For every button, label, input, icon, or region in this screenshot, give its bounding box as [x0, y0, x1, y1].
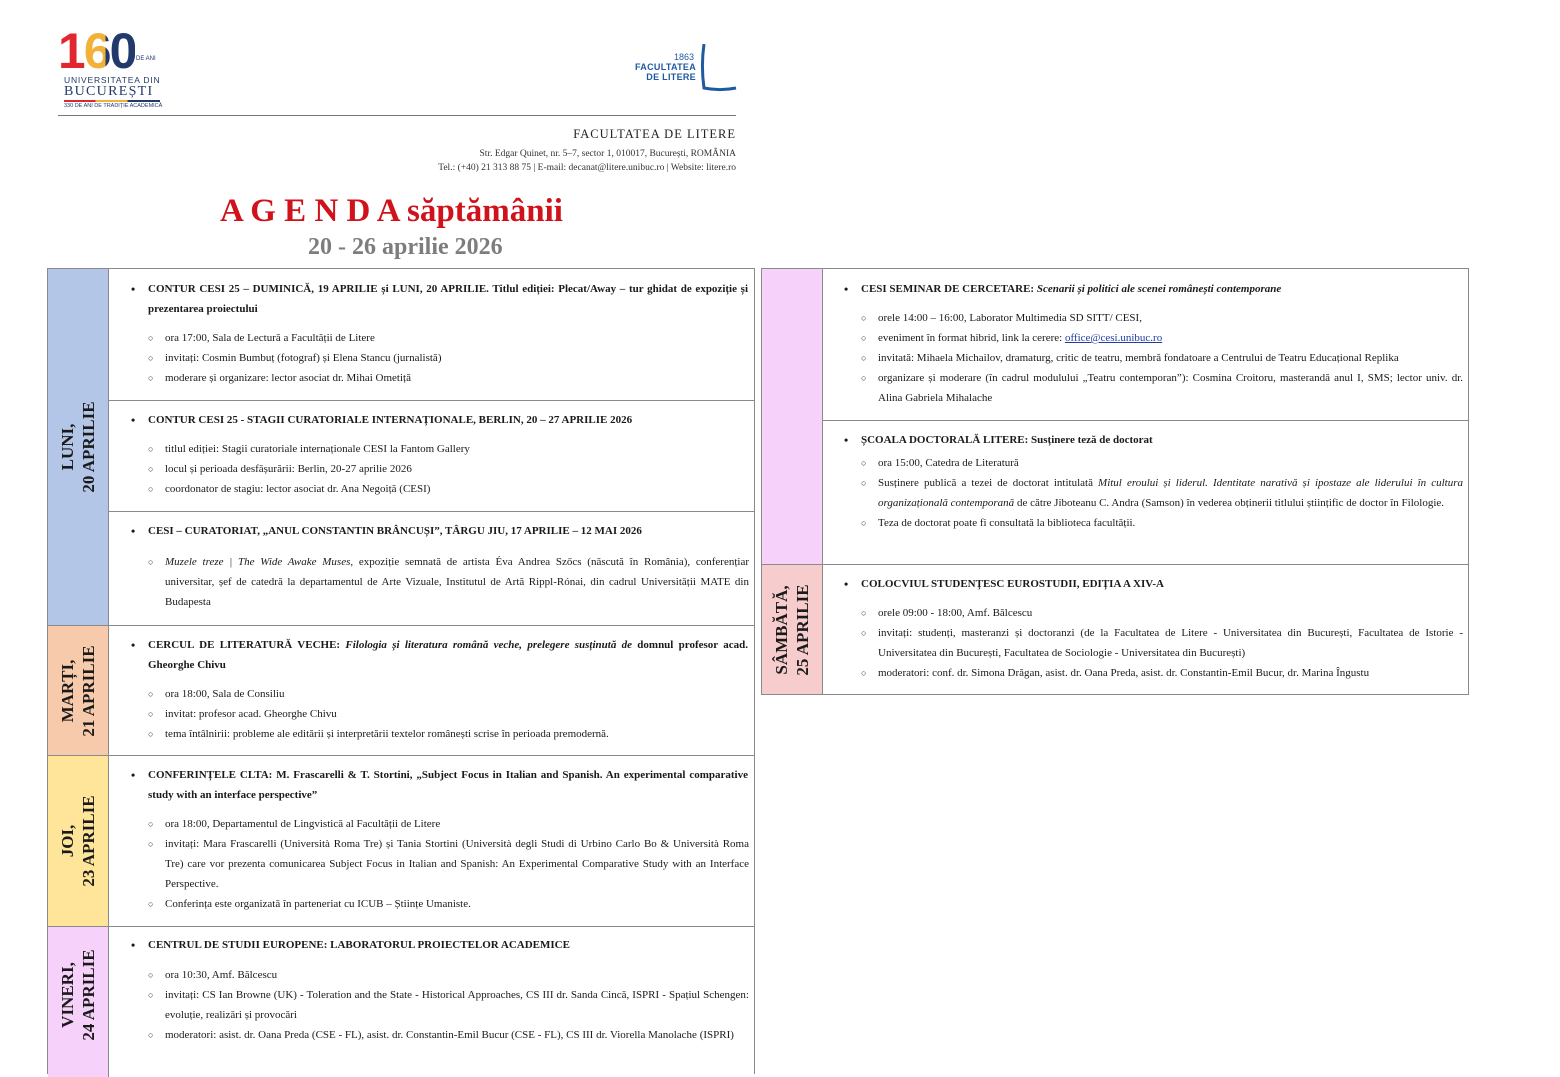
faculty-name: FACULTATEA DE LITERE: [573, 127, 736, 141]
logo-160: 160: [58, 23, 136, 79]
day-label: VINERI, 24 APRILIE: [58, 948, 98, 1041]
day-label: SÂMBĂTĂ, 25 APRILIE: [772, 583, 812, 676]
event-heading: • CERCUL DE LITERATURĂ VECHE: Filologia și literatura română veche, prelegere susținută de domnul profesor acad. Gheorghe Chivu: [148, 635, 748, 675]
event-colocviul-eurostudii: [823, 565, 1468, 694]
event-details: [878, 308, 1463, 408]
event-heading: • CESI – CURATORIAT, „ANUL CONSTANTIN BRÂNCUȘI”, TÂRGU JIU, 17 APRILIE – 12 MAI 2026: [148, 521, 748, 541]
detail-item: ○ moderare și organizare: lector asociat dr. Mihai Ometiță: [165, 368, 749, 388]
logo-160-number: [58, 23, 136, 79]
header-divider: [58, 115, 736, 116]
detail-item: ○ invitați: studenți, masteranzi și doctoranzi (de la Facultatea de Litere - Universitatea din București, Facultatea de Istorie - Universitatea din București, Facultatea de Sociologie - Universitatea din București): [878, 623, 1463, 663]
email-link[interactable]: office@cesi.unibuc.ro: [1064, 332, 1163, 344]
detail-item: ○ ora 18:00, Sala de Consiliu: [165, 684, 749, 704]
event-heading: • CENTRUL DE STUDII EUROPENE: LABORATORUL PROIECTELOR ACADEMICE: [148, 935, 748, 955]
detail-item: ○ titlul ediției: Stagii curatoriale internaționale CESI la Fantom Gallery: [165, 439, 749, 459]
detail-item: ○ locul și perioada desfășurării: Berlin, 20-27 aprilie 2026: [165, 459, 749, 479]
logo-de-ani: DE ANI: [136, 56, 156, 62]
university-logo: [58, 23, 168, 110]
page-subtitle: 20 - 26 aprilie 2026: [308, 234, 503, 260]
detail-item: ○ orele 09:00 - 18:00, Amf. Bălcescu: [878, 603, 1463, 623]
event-heading: • CESI SEMINAR DE CERCETARE: Scenarii și politici ale scenei românești contemporane: [861, 279, 1461, 299]
day-cell-marti: [48, 626, 109, 756]
logo-university-line: UNIVERSITATEA DIN: [64, 75, 161, 85]
detail-item: ○ ora 18:00, Departamentul de Lingvistică al Facultății de Litere: [165, 814, 749, 834]
detail-item: ○ invitată: Mihaela Michailov, dramaturg, critic de teatru, membră fondatoare a Centrului de Teatru Educațional Replika: [878, 348, 1463, 368]
event-details: [165, 684, 749, 744]
event-conferintele-clta: [109, 756, 754, 927]
detail-item: ○ moderatori: conf. dr. Simona Drăgan, asist. dr. Oana Preda, asist. dr. Constantin-Emil Bucur, dr. Marina Îngustu: [878, 663, 1463, 683]
event-heading: • ȘCOALA DOCTORALĂ LITERE: Susținere teză de doctorat: [861, 430, 1461, 450]
detail-item: ○ Susținere publică a tezei de doctorat intitulată Mitul eroului și liderul. Identitate narativă și ipostaze ale liderului în cultura organizațională contemporană de către Jiboteanu C. Andra (Samson) în vederea obținerii titlului științific de doctor în Filologie.: [878, 473, 1463, 513]
event-details: [165, 552, 749, 612]
detail-item: ○ moderatori: asist. dr. Oana Preda (CSE - FL), asist. dr. Constantin-Emil Bucur (CSE - FL), CS III dr. Viorella Manolache (ISPRI): [165, 1025, 749, 1045]
event-stagii-berlin: [109, 401, 754, 512]
day-cell-vineri-cont: [762, 269, 823, 565]
detail-item: ○ invitați: Mara Frascarelli (Università Roma Tre) și Tania Stortini (Università degli Studi di Urbino Carlo Bo & Università Roma Tre) care vor prezenta comunicarea Subject Focus in Italian and Spanish: An Experimental Comparative Study with an Interface Perspective.: [165, 834, 749, 894]
faculty-l-mark-icon: [698, 44, 738, 92]
event-cercul-literatura-veche: [109, 626, 754, 756]
day-label: LUNI, 20 APRILIE: [58, 401, 98, 493]
detail-item: ○ tema întâlnirii: probleme ale editării și interpretării textelor românești scrise în perioada premodernă.: [165, 724, 749, 744]
faculty-contact: Tel.: (+40) 21 313 88 75 | E-mail: decanat@litere.unibuc.ro | Website: litere.ro: [438, 163, 736, 173]
event-details: [165, 814, 749, 914]
event-cesi-seminar: [823, 269, 1468, 421]
event-curatoriat-brancusi: [109, 512, 754, 626]
detail-item: ○ ora 10:30, Amf. Bălcescu: [165, 965, 749, 985]
detail-item: ○ Teza de doctorat poate fi consultată la biblioteca facultății.: [878, 513, 1463, 533]
detail-item: ○ Conferința este organizată în parteneriat cu ICUB – Științe Umaniste.: [165, 894, 749, 914]
detail-item: ○ eveniment în format hibrid, link la cerere: office@cesi.unibuc.ro: [878, 328, 1463, 348]
detail-item: ○ organizare și moderare (în cadrul modulului „Teatru contemporan”): Cosmina Croitoru, masterandă anul I, SMS; lector univ. dr. Alina Gabriela Mihalache: [878, 368, 1463, 408]
detail-item: ○ coordonator de stagiu: lector asociat dr. Ana Negoiță (CESI): [165, 479, 749, 499]
event-scoala-doctorala: [823, 421, 1468, 565]
detail-item: ○ invitat: profesor acad. Gheorghe Chivu: [165, 704, 749, 724]
event-heading: • CONTUR CESI 25 - STAGII CURATORIALE INTERNAȚIONALE, BERLIN, 20 – 27 APRILIE 2026: [148, 410, 748, 430]
day-cell-sambata: [762, 565, 823, 694]
event-heading: • CONTUR CESI 25 – DUMINICĂ, 19 APRILIE și LUNI, 20 APRILIE. Titlul ediției: Plecat/Away – tur ghidat de expoziție și prezentarea proiectului: [148, 279, 748, 319]
event-details: [878, 603, 1463, 683]
day-label: JOI, 23 APRILIE: [58, 795, 98, 887]
event-details: [165, 439, 749, 499]
event-heading: • CONFERINȚELE CLTA: M. Frascarelli & T. Stortini, „Subject Focus in Italian and Spanish. An experimental comparative study with an interface perspective”: [148, 765, 748, 805]
day-label: MARȚI, 21 APRILIE: [58, 644, 98, 737]
faculty-logo-line1: FACULTATEA: [635, 62, 696, 72]
day-cell-luni: [48, 269, 109, 626]
detail-item: ○ ora 17:00, Sala de Lectură a Facultății de Litere: [165, 328, 749, 348]
event-details: [878, 453, 1463, 533]
agenda-table-right: [761, 268, 1469, 695]
faculty-logo-year: 1863: [673, 52, 694, 62]
event-details: [165, 965, 749, 1045]
agenda-table-left: [47, 268, 755, 1074]
logo-bucuresti-line: BUCUREȘTI: [64, 84, 154, 99]
detail-item: ○ invitați: Cosmin Bumbuț (fotograf) și Elena Stancu (jurnalistă): [165, 348, 749, 368]
event-details: [165, 328, 749, 388]
detail-item: ○ invitați: CS Ian Browne (UK) - Toleration and the State - Historical Approaches, CS III dr. Sanda Cincă, ISPRI - Spațiul Schengen: evoluție, realizări și provocări: [165, 985, 749, 1025]
detail-item: ○ orele 14:00 – 16:00, Laborator Multimedia SD SITT/ CESI,: [878, 308, 1463, 328]
day-cell-joi: [48, 756, 109, 927]
day-cell-vineri: [48, 927, 109, 1077]
event-contur-plecat: [109, 269, 754, 401]
faculty-logo-line2: DE LITERE: [646, 72, 696, 82]
page-title: A G E N D A săptămânii: [220, 193, 563, 229]
logo-tricolor-rule: [64, 100, 160, 102]
faculty-logo: [628, 44, 738, 94]
event-studii-europene: [109, 927, 754, 1077]
faculty-address: Str. Edgar Quinet, nr. 5–7, sector 1, 010017, București, ROMÂNIA: [479, 149, 736, 159]
detail-item: ○ ora 15:00, Catedra de Literatură: [878, 453, 1463, 473]
event-heading: • COLOCVIUL STUDENȚESC EUROSTUDII, EDIȚIA A XIV-A: [861, 574, 1461, 594]
logo-tradition-line: 330 DE ANI DE TRADIȚIE ACADEMICĂ: [64, 103, 163, 109]
detail-item: ○ Muzele treze | The Wide Awake Muses, expoziție semnată de artista Éva Andrea Szőcs (născută în România), conferențiar universitar, șef de catedră la departamentul de Arte Vizuale, Institutul de Artă Rippl-Rónai, din cadrul Universității MATE din Budapesta: [165, 552, 749, 612]
